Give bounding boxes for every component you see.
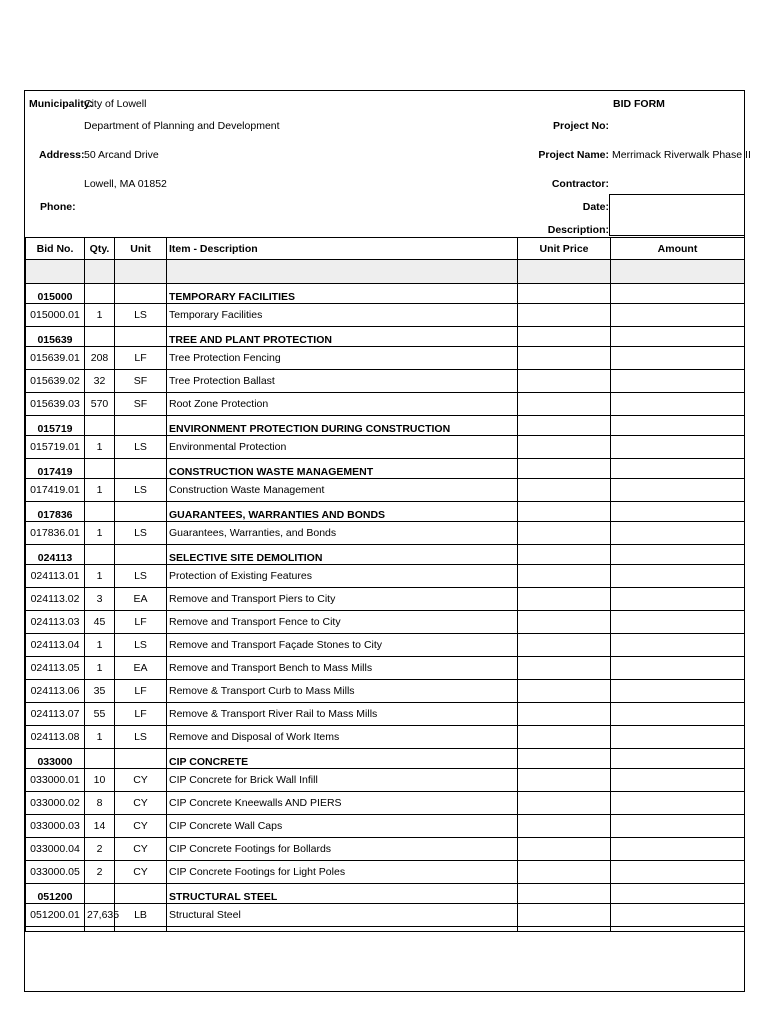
shaded-row xyxy=(26,260,745,284)
item-description: Tree Protection Fencing xyxy=(167,347,518,370)
item-description: Root Zone Protection xyxy=(167,393,518,416)
cell xyxy=(611,416,745,424)
quantity: 1 xyxy=(85,304,115,327)
project-no-label: Project No: xyxy=(552,120,609,132)
cell xyxy=(518,552,611,565)
quantity: 1 xyxy=(85,565,115,588)
section-spacer-row xyxy=(26,284,745,292)
section-header-row xyxy=(26,552,745,565)
amount-field[interactable] xyxy=(611,726,745,749)
unit-price-field[interactable] xyxy=(518,703,611,726)
cell xyxy=(518,545,611,553)
bid-number: 024113.05 xyxy=(26,657,85,680)
bid-number: 033000.03 xyxy=(26,815,85,838)
amount-field[interactable] xyxy=(611,436,745,459)
section-title: TEMPORARY FACILITIES xyxy=(167,291,518,304)
amount-field[interactable] xyxy=(611,769,745,792)
section-code: 015000 xyxy=(26,291,85,304)
cell xyxy=(167,327,518,335)
cell xyxy=(611,284,745,292)
cell xyxy=(167,502,518,510)
section-title: STRUCTURAL STEEL xyxy=(167,891,518,904)
unit-price-field[interactable] xyxy=(518,370,611,393)
bid-number: 024113.07 xyxy=(26,703,85,726)
section-title: TREE AND PLANT PROTECTION xyxy=(167,334,518,347)
unit-price-field[interactable] xyxy=(518,611,611,634)
unit-price-field[interactable] xyxy=(518,588,611,611)
section-code: 015719 xyxy=(26,423,85,436)
unit-price-field[interactable] xyxy=(518,680,611,703)
table-row xyxy=(26,815,745,838)
col-unit: Unit xyxy=(115,238,167,260)
cell xyxy=(26,927,85,932)
amount-field[interactable] xyxy=(611,611,745,634)
cell xyxy=(85,927,115,932)
unit: SF xyxy=(115,393,167,416)
unit: CY xyxy=(115,838,167,861)
col-unit-price: Unit Price xyxy=(518,238,611,260)
unit: LS xyxy=(115,436,167,459)
cell xyxy=(85,284,115,292)
quantity: 208 xyxy=(85,347,115,370)
table-row xyxy=(26,347,745,370)
item-description: Environmental Protection xyxy=(167,436,518,459)
bid-number: 017836.01 xyxy=(26,522,85,545)
amount-field[interactable] xyxy=(611,522,745,545)
amount-field[interactable] xyxy=(611,792,745,815)
item-description: Remove and Transport Bench to Mass Mills xyxy=(167,657,518,680)
amount-field[interactable] xyxy=(611,861,745,884)
section-spacer-row xyxy=(26,502,745,510)
cell xyxy=(167,284,518,292)
item-description: CIP Concrete for Brick Wall Infill xyxy=(167,769,518,792)
bid-number: 015000.01 xyxy=(26,304,85,327)
cell xyxy=(518,327,611,335)
bid-number: 015719.01 xyxy=(26,436,85,459)
section-header-row xyxy=(26,509,745,522)
table-row xyxy=(26,370,745,393)
quantity: 10 xyxy=(85,769,115,792)
date-label: Date: xyxy=(582,201,609,213)
cell xyxy=(115,327,167,335)
cell xyxy=(115,423,167,436)
quantity: 570 xyxy=(85,393,115,416)
cell xyxy=(85,509,115,522)
amount-field[interactable] xyxy=(611,304,745,327)
cell xyxy=(115,509,167,522)
unit: EA xyxy=(115,657,167,680)
bid-number: 015639.03 xyxy=(26,393,85,416)
unit-price-field[interactable] xyxy=(518,436,611,459)
item-description: CIP Concrete Footings for Light Poles xyxy=(167,861,518,884)
cell xyxy=(85,502,115,510)
unit: CY xyxy=(115,792,167,815)
cell xyxy=(611,891,745,904)
quantity: 14 xyxy=(85,815,115,838)
item-description: CIP Concrete Wall Caps xyxy=(167,815,518,838)
unit-price-field[interactable] xyxy=(518,792,611,815)
table-row xyxy=(26,304,745,327)
table-row xyxy=(26,703,745,726)
unit: LS xyxy=(115,304,167,327)
unit-price-field[interactable] xyxy=(518,657,611,680)
bid-number: 015639.01 xyxy=(26,347,85,370)
item-description: CIP Concrete Footings for Bollards xyxy=(167,838,518,861)
section-title: ENVIRONMENT PROTECTION DURING CONSTRUCTION xyxy=(167,423,518,436)
cell xyxy=(518,502,611,510)
table-row xyxy=(26,565,745,588)
section-header-row xyxy=(26,466,745,479)
cell xyxy=(115,545,167,553)
bid-form-sheet xyxy=(24,90,751,992)
cell xyxy=(115,884,167,892)
cell xyxy=(85,459,115,467)
section-title: CIP CONCRETE xyxy=(167,756,518,769)
section-code: 015639 xyxy=(26,334,85,347)
cell xyxy=(611,291,745,304)
bid-number: 015639.02 xyxy=(26,370,85,393)
project-name-value: Merrimack Riverwalk Phase II xyxy=(612,149,751,161)
form-title: BID FORM xyxy=(613,98,665,110)
table-row xyxy=(26,479,745,502)
cell xyxy=(115,334,167,347)
table-row xyxy=(26,634,745,657)
amount-field[interactable] xyxy=(611,838,745,861)
unit-price-field[interactable] xyxy=(518,393,611,416)
address-label: Address: xyxy=(39,149,85,161)
cell xyxy=(167,416,518,424)
table-row xyxy=(26,522,745,545)
cell xyxy=(85,416,115,424)
section-header-row xyxy=(26,423,745,436)
unit: LS xyxy=(115,479,167,502)
bid-number: 024113.02 xyxy=(26,588,85,611)
cell xyxy=(85,552,115,565)
amount-field[interactable] xyxy=(611,657,745,680)
section-code: 017419 xyxy=(26,466,85,479)
bid-number: 033000.01 xyxy=(26,769,85,792)
section-header-row xyxy=(26,891,745,904)
item-description: Structural Steel xyxy=(167,904,518,927)
unit-price-field[interactable] xyxy=(518,769,611,792)
amount-field[interactable] xyxy=(611,347,745,370)
cell xyxy=(115,459,167,467)
cell xyxy=(518,509,611,522)
unit: LS xyxy=(115,522,167,545)
cell xyxy=(611,552,745,565)
cell xyxy=(518,891,611,904)
cell xyxy=(167,459,518,467)
unit: EA xyxy=(115,588,167,611)
unit-price-field[interactable] xyxy=(518,347,611,370)
table-row xyxy=(26,838,745,861)
unit-price-field[interactable] xyxy=(518,479,611,502)
cell xyxy=(115,891,167,904)
quantity: 45 xyxy=(85,611,115,634)
cell xyxy=(26,884,85,892)
amount-field[interactable] xyxy=(611,479,745,502)
municipality-value: City of Lowell xyxy=(84,98,147,110)
cell xyxy=(26,545,85,553)
cell xyxy=(115,552,167,565)
date-description-field[interactable] xyxy=(609,194,745,236)
section-header-row xyxy=(26,291,745,304)
col-amount: Amount xyxy=(611,238,745,260)
section-title: GUARANTEES, WARRANTIES AND BONDS xyxy=(167,509,518,522)
cell xyxy=(518,927,611,932)
table-row xyxy=(26,726,745,749)
unit: LS xyxy=(115,565,167,588)
bid-number: 024113.04 xyxy=(26,634,85,657)
quantity: 1 xyxy=(85,436,115,459)
section-spacer-row xyxy=(26,327,745,335)
table-row xyxy=(26,436,745,459)
amount-field[interactable] xyxy=(611,904,745,927)
quantity: 27,635 xyxy=(85,904,115,927)
unit: LF xyxy=(115,680,167,703)
cell xyxy=(26,327,85,335)
section-spacer-row xyxy=(26,884,745,892)
section-spacer-row xyxy=(26,459,745,467)
cell xyxy=(115,284,167,292)
unit-price-field[interactable] xyxy=(518,522,611,545)
section-header-row xyxy=(26,756,745,769)
cell xyxy=(611,334,745,347)
unit: CY xyxy=(115,861,167,884)
item-description: Temporary Facilities xyxy=(167,304,518,327)
unit: SF xyxy=(115,370,167,393)
cell xyxy=(26,502,85,510)
quantity: 8 xyxy=(85,792,115,815)
unit-price-field[interactable] xyxy=(518,904,611,927)
cell xyxy=(26,459,85,467)
quantity: 1 xyxy=(85,726,115,749)
bid-number: 024113.03 xyxy=(26,611,85,634)
cell xyxy=(611,749,745,757)
municipality-label: Municipality: xyxy=(29,98,94,110)
cell xyxy=(115,416,167,424)
bid-number: 033000.02 xyxy=(26,792,85,815)
description-label: Description: xyxy=(547,224,609,236)
item-description: Remove and Transport Piers to City xyxy=(167,588,518,611)
item-description: Construction Waste Management xyxy=(167,479,518,502)
cell xyxy=(115,502,167,510)
amount-field[interactable] xyxy=(611,565,745,588)
unit: LF xyxy=(115,611,167,634)
unit: LS xyxy=(115,726,167,749)
quantity: 2 xyxy=(85,861,115,884)
cell xyxy=(611,545,745,553)
bid-number: 017419.01 xyxy=(26,479,85,502)
table-row xyxy=(26,393,745,416)
cell xyxy=(518,416,611,424)
unit-price-field[interactable] xyxy=(518,565,611,588)
bid-number: 033000.04 xyxy=(26,838,85,861)
section-header-row xyxy=(26,334,745,347)
cell xyxy=(611,884,745,892)
table-row xyxy=(26,792,745,815)
quantity: 55 xyxy=(85,703,115,726)
quantity: 3 xyxy=(85,588,115,611)
cell xyxy=(518,756,611,769)
cell xyxy=(85,891,115,904)
amount-field[interactable] xyxy=(611,588,745,611)
table-row xyxy=(26,588,745,611)
item-description: Remove & Transport River Rail to Mass Mills xyxy=(167,703,518,726)
address-line-1: 50 Arcand Drive xyxy=(84,149,159,161)
bid-number: 024113.08 xyxy=(26,726,85,749)
col-item-description: Item - Description xyxy=(167,238,518,260)
cell xyxy=(85,749,115,757)
cell xyxy=(167,749,518,757)
contractor-label: Contractor: xyxy=(551,178,609,190)
item-description: Remove and Transport Fence to City xyxy=(167,611,518,634)
section-title: CONSTRUCTION WASTE MANAGEMENT xyxy=(167,466,518,479)
department-value: Department of Planning and Development xyxy=(84,120,280,132)
cell xyxy=(611,327,745,335)
cell xyxy=(85,291,115,304)
section-code: 024113 xyxy=(26,552,85,565)
quantity: 1 xyxy=(85,522,115,545)
cell xyxy=(611,502,745,510)
quantity: 1 xyxy=(85,657,115,680)
quantity: 32 xyxy=(85,370,115,393)
item-description: Guarantees, Warranties, and Bonds xyxy=(167,522,518,545)
section-code: 051200 xyxy=(26,891,85,904)
quantity: 1 xyxy=(85,479,115,502)
cell xyxy=(26,284,85,292)
cell xyxy=(611,459,745,467)
quantity: 1 xyxy=(85,634,115,657)
amount-field[interactable] xyxy=(611,680,745,703)
table-row xyxy=(26,657,745,680)
unit: LF xyxy=(115,347,167,370)
unit-price-field[interactable] xyxy=(518,304,611,327)
cell xyxy=(518,884,611,892)
address-line-2: Lowell, MA 01852 xyxy=(84,178,167,190)
table-row xyxy=(26,904,745,927)
unit: LS xyxy=(115,634,167,657)
unit: LF xyxy=(115,703,167,726)
col-qty: Qty. xyxy=(85,238,115,260)
item-description: Remove and Transport Façade Stones to City xyxy=(167,634,518,657)
section-code: 017836 xyxy=(26,509,85,522)
cell xyxy=(115,291,167,304)
cell xyxy=(85,466,115,479)
item-description: Tree Protection Ballast xyxy=(167,370,518,393)
cell xyxy=(167,884,518,892)
amount-field[interactable] xyxy=(611,703,745,726)
cell xyxy=(611,927,745,932)
cell xyxy=(518,459,611,467)
bid-number: 024113.01 xyxy=(26,565,85,588)
cell xyxy=(518,291,611,304)
section-spacer-row xyxy=(26,416,745,424)
unit-price-field[interactable] xyxy=(518,838,611,861)
table-row xyxy=(26,861,745,884)
cell xyxy=(518,749,611,757)
cell xyxy=(611,423,745,436)
cell xyxy=(518,423,611,436)
cell xyxy=(167,545,518,553)
section-spacer-row xyxy=(26,545,745,553)
project-name-label: Project Name: xyxy=(538,149,609,161)
table-end-row xyxy=(26,927,745,932)
bid-number: 024113.06 xyxy=(26,680,85,703)
cell xyxy=(85,334,115,347)
table-row xyxy=(26,611,745,634)
cell xyxy=(85,545,115,553)
table-row xyxy=(26,769,745,792)
unit-price-field[interactable] xyxy=(518,726,611,749)
cell xyxy=(115,927,167,932)
col-bid-no: Bid No. xyxy=(26,238,85,260)
item-description: Protection of Existing Features xyxy=(167,565,518,588)
cell xyxy=(167,927,518,932)
unit: LB xyxy=(115,904,167,927)
cell xyxy=(85,884,115,892)
amount-field[interactable] xyxy=(611,634,745,657)
cell xyxy=(85,327,115,335)
amount-field[interactable] xyxy=(611,393,745,416)
unit: CY xyxy=(115,769,167,792)
cell xyxy=(115,466,167,479)
section-spacer-row xyxy=(26,749,745,757)
cell xyxy=(611,509,745,522)
amount-field[interactable] xyxy=(611,370,745,393)
bid-number: 033000.05 xyxy=(26,861,85,884)
quantity: 35 xyxy=(85,680,115,703)
cell xyxy=(85,756,115,769)
cell xyxy=(518,466,611,479)
item-description: Remove & Transport Curb to Mass Mills xyxy=(167,680,518,703)
cell xyxy=(26,749,85,757)
unit: CY xyxy=(115,815,167,838)
item-description: Remove and Disposal of Work Items xyxy=(167,726,518,749)
cell xyxy=(611,466,745,479)
bid-items-table xyxy=(25,237,745,932)
amount-field[interactable] xyxy=(611,815,745,838)
phone-label: Phone: xyxy=(40,201,76,213)
column-header-row xyxy=(26,238,745,260)
unit-price-field[interactable] xyxy=(518,815,611,838)
cell xyxy=(115,749,167,757)
item-description: CIP Concrete Kneewalls AND PIERS xyxy=(167,792,518,815)
cell xyxy=(85,423,115,436)
table-row xyxy=(26,680,745,703)
cell xyxy=(518,284,611,292)
section-code: 033000 xyxy=(26,756,85,769)
cell xyxy=(115,756,167,769)
unit-price-field[interactable] xyxy=(518,861,611,884)
cell xyxy=(518,334,611,347)
section-title: SELECTIVE SITE DEMOLITION xyxy=(167,552,518,565)
cell xyxy=(611,756,745,769)
bid-number: 051200.01 xyxy=(26,904,85,927)
unit-price-field[interactable] xyxy=(518,634,611,657)
cell xyxy=(26,416,85,424)
quantity: 2 xyxy=(85,838,115,861)
